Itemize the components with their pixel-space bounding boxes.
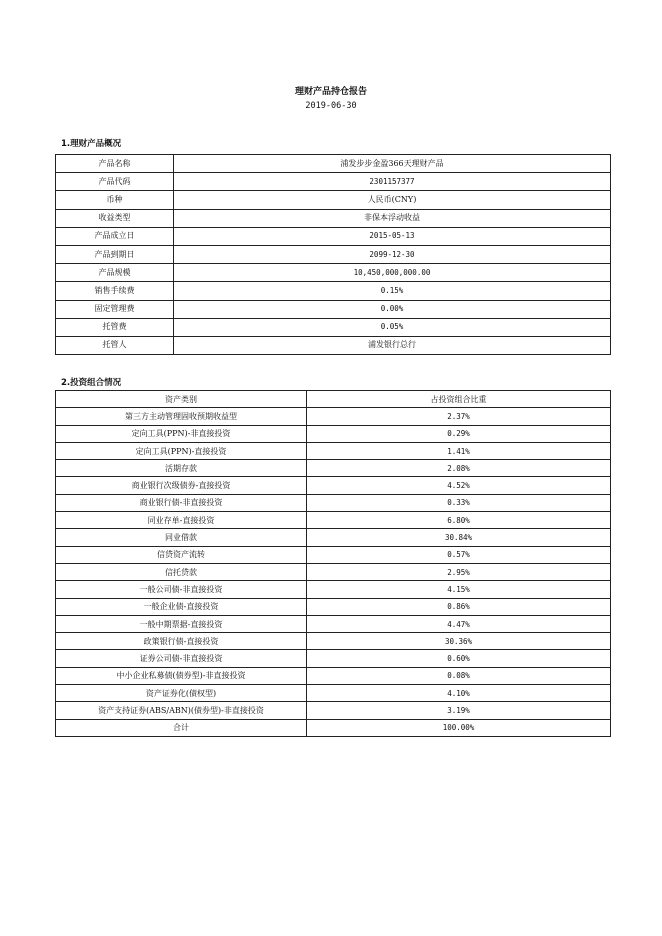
report-title: 理财产品持仓报告 [294, 87, 367, 97]
asset-category: 证券公司债-非直接投资 [56, 650, 307, 667]
asset-category: 一般公司债-非直接投资 [56, 581, 307, 598]
asset-ratio: 2.08% [307, 460, 611, 477]
section2-heading: 2.投资组合情况 [61, 378, 122, 388]
asset-category: 合计 [56, 719, 307, 736]
asset-ratio: 0.33% [307, 494, 611, 511]
table-row [56, 336, 611, 354]
overview-value: 0.15% [174, 282, 611, 300]
overview-label: 产品代码 [56, 173, 174, 191]
section1-heading: 1.理财产品概况 [61, 139, 122, 149]
table-row [56, 615, 611, 632]
overview-label: 产品规模 [56, 264, 174, 282]
table-row [56, 702, 611, 719]
table-row [56, 581, 611, 598]
table-row [56, 155, 611, 173]
table-row [56, 529, 611, 546]
asset-category: 信托贷款 [56, 563, 307, 580]
overview-value: 2099-12-30 [174, 245, 611, 263]
table-row [56, 227, 611, 245]
asset-ratio: 1.41% [307, 442, 611, 459]
overview-value: 0.00% [174, 300, 611, 318]
asset-ratio: 4.52% [307, 477, 611, 494]
asset-ratio: 0.86% [307, 598, 611, 615]
table-row [56, 245, 611, 263]
table-row [56, 719, 611, 736]
table-row [56, 264, 611, 282]
portfolio-table [55, 390, 611, 737]
asset-ratio: 30.36% [307, 633, 611, 650]
asset-ratio: 0.29% [307, 425, 611, 442]
table-row [56, 300, 611, 318]
table-row [56, 494, 611, 511]
table-row [56, 633, 611, 650]
table-row [56, 282, 611, 300]
report-date: 2019-06-30 [305, 101, 357, 111]
table-row [56, 650, 611, 667]
asset-category: 商业银行债-非直接投资 [56, 494, 307, 511]
overview-value: 10,450,000,000.00 [174, 264, 611, 282]
asset-ratio: 0.08% [307, 667, 611, 684]
table-row [56, 425, 611, 442]
overview-value: 2301157377 [174, 173, 611, 191]
overview-value: 2015-05-13 [174, 227, 611, 245]
asset-ratio: 0.57% [307, 546, 611, 563]
overview-label: 产品成立日 [56, 227, 174, 245]
overview-value: 浦发步步金盈366天理财产品 [174, 155, 611, 173]
overview-label: 固定管理费 [56, 300, 174, 318]
asset-category: 活期存款 [56, 460, 307, 477]
overview-label: 产品名称 [56, 155, 174, 173]
table-row [56, 191, 611, 209]
asset-category: 中小企业私募债(债券型)-非直接投资 [56, 667, 307, 684]
table-row [56, 563, 611, 580]
asset-ratio: 30.84% [307, 529, 611, 546]
overview-label: 托管费 [56, 318, 174, 336]
table-row [56, 173, 611, 191]
overview-label: 销售手续费 [56, 282, 174, 300]
asset-category: 政策银行债-直接投资 [56, 633, 307, 650]
asset-category: 一般中期票据-直接投资 [56, 615, 307, 632]
overview-label: 产品到期日 [56, 245, 174, 263]
asset-ratio: 4.15% [307, 581, 611, 598]
overview-value: 0.05% [174, 318, 611, 336]
overview-label: 收益类型 [56, 209, 174, 227]
table-row [56, 667, 611, 684]
table-row [56, 460, 611, 477]
table-row [56, 408, 611, 425]
asset-ratio: 4.47% [307, 615, 611, 632]
asset-category: 资产支持证券(ABS/ABN)(债券型)-非直接投资 [56, 702, 307, 719]
header-category: 资产类别 [56, 391, 307, 408]
asset-category: 第三方主动管理固收预期收益型 [56, 408, 307, 425]
header-ratio: 占投资组合比重 [307, 391, 611, 408]
asset-category: 一般企业债-直接投资 [56, 598, 307, 615]
table-row [56, 209, 611, 227]
portfolio-header-row [56, 391, 611, 408]
table-row [56, 598, 611, 615]
overview-value: 人民币(CNY) [174, 191, 611, 209]
overview-value: 浦发银行总行 [174, 336, 611, 354]
asset-ratio: 0.60% [307, 650, 611, 667]
table-row [56, 685, 611, 702]
asset-ratio: 3.19% [307, 702, 611, 719]
asset-ratio: 6.80% [307, 512, 611, 529]
asset-category: 定向工具(PPN)-直接投资 [56, 442, 307, 459]
asset-ratio: 2.95% [307, 563, 611, 580]
table-row [56, 318, 611, 336]
asset-category: 定向工具(PPN)-非直接投资 [56, 425, 307, 442]
asset-category: 同业借款 [56, 529, 307, 546]
table-row [56, 442, 611, 459]
overview-value: 非保本浮动收益 [174, 209, 611, 227]
asset-category: 资产证券化(债权型) [56, 685, 307, 702]
overview-label: 币种 [56, 191, 174, 209]
table-row [56, 477, 611, 494]
asset-ratio: 4.10% [307, 685, 611, 702]
asset-category: 信贷资产流转 [56, 546, 307, 563]
asset-category: 同业存单-直接投资 [56, 512, 307, 529]
overview-label: 托管人 [56, 336, 174, 354]
asset-ratio: 2.37% [307, 408, 611, 425]
table-row [56, 512, 611, 529]
table-row [56, 546, 611, 563]
product-overview-table [55, 154, 611, 355]
asset-ratio: 100.00% [307, 719, 611, 736]
asset-category: 商业银行次级债券-直接投资 [56, 477, 307, 494]
